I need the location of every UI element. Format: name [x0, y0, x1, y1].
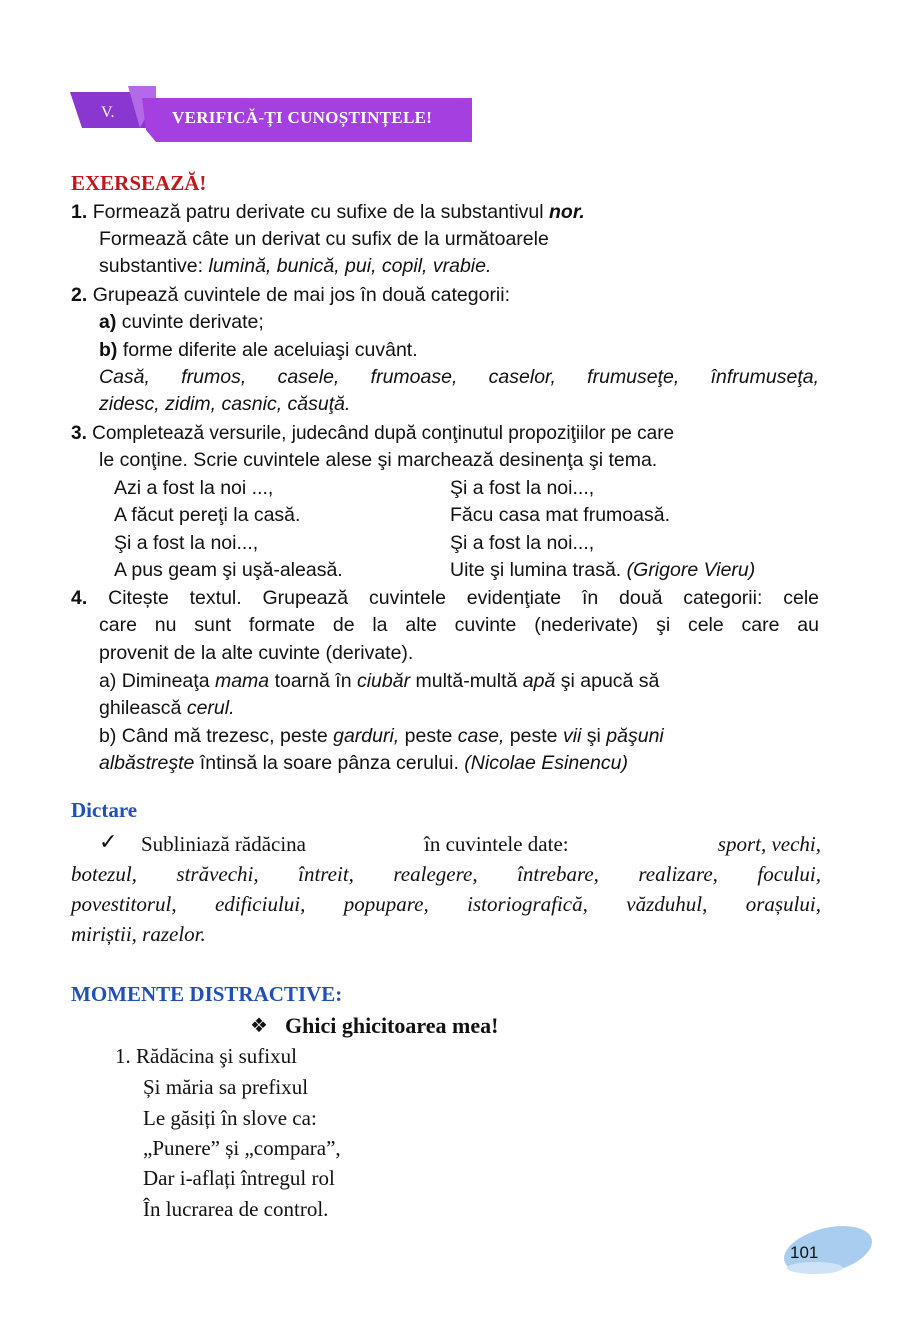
dictation-line4: miriștii, razelor.: [71, 922, 206, 946]
ex2-option-a: a) cuvinte derivate;: [99, 311, 264, 333]
ex2-line1: 2. Grupează cuvintele de mai jos în două categorii:: [71, 284, 511, 306]
verse-left-4: A pus geam şi uşă-aleasă.: [114, 559, 343, 581]
verse-left-3: Şi a fost la noi...,: [114, 532, 259, 554]
poem-line-3: Le găsiți în slove ca:: [143, 1106, 317, 1130]
verse-right-4: Uite şi lumina trasă. (Grigore Vieru): [450, 559, 756, 581]
ex2-option-b: b) forme diferite ale aceluiaşi cuvânt.: [99, 339, 418, 361]
dictation-intro-1: Subliniază rădăcina: [141, 832, 307, 856]
diamond-bullet-icon: ❖: [250, 1015, 268, 1037]
dictation-words-first: sport, vechi,: [717, 832, 821, 856]
verse-left-1: Azi a fost la noi ...,: [114, 477, 274, 499]
dictation-line3: povestitorul, edificiului, popupare, istoriografică, văzduhul, orașului,: [71, 892, 821, 916]
fun-heading: MOMENTE DISTRACTIVE:: [71, 982, 343, 1006]
ex4-line1: 4. Citește textul. Grupează cuvintele evidenţiate în două categorii: cele: [71, 587, 819, 609]
ex1-line1: 1. Formează patru derivate cu sufixe de la substantivul nor.: [71, 201, 585, 223]
verse-right-3: Şi a fost la noi...,: [450, 532, 595, 554]
poem-line-6: În lucrarea de control.: [143, 1197, 329, 1221]
poem-line-2: Și măria sa prefixul: [143, 1075, 309, 1099]
verse-right-1: Şi a fost la noi...,: [450, 477, 595, 499]
verse-left-2: A făcut pereţi la casă.: [114, 504, 301, 526]
ex3-line2: le conţine. Scrie cuvintele alese şi marchează desinenţa şi tema.: [99, 449, 658, 471]
ex4-text-b-line2: albăstreşte întinsă la soare pânza cerului. (Nicolae Esinencu): [99, 752, 628, 774]
dictation-heading: Dictare: [71, 798, 138, 822]
dictation-line2: botezul, străvechi, întreit, realegere, întrebare, realizare, focului,: [71, 862, 821, 886]
poem-line-4: „Punere” și „compara”,: [143, 1136, 341, 1160]
dictation-intro-2: în cuvintele date:: [424, 832, 569, 856]
ex1-line3: substantive: lumină, bunică, pui, copil, vrabie.: [99, 255, 492, 277]
poem-line-1: 1. Rădăcina şi sufixul: [115, 1044, 297, 1068]
poem-line-5: Dar i-aflați întregul rol: [143, 1166, 335, 1190]
ex2-words-line2: zidesc, zidim, casnic, căsuţă.: [99, 393, 351, 415]
page-number: 101: [790, 1243, 819, 1262]
ex4-text-a-line1: a) Dimineaţa mama toarnă în ciubăr multă-multă apă şi apucă să: [99, 670, 660, 692]
ex2-words-line1: Casă, frumos, casele, frumoase, caselor, frumuseţe, înfrumuseţa,: [99, 366, 819, 388]
section-title: VERIFICĂ-ȚI CUNOȘTINȚELE!: [172, 108, 433, 127]
exercises-heading: EXERSEAZĂ!: [71, 171, 207, 195]
section-number: V.: [101, 104, 115, 121]
ex3-line1: 3. Completează versurile, judecând după conţinutul propoziţiilor pe care: [71, 423, 675, 444]
ex4-text-b-line1: b) Când mă trezesc, peste garduri, peste case, peste vii şi păşuni: [99, 725, 664, 747]
verse-right-2: Făcu casa mat frumoasă.: [450, 504, 671, 526]
ex4-line2: care nu sunt formate de la alte cuvinte (nederivate) şi cele care au: [99, 614, 819, 636]
ex4-line3: provenit de la alte cuvinte (derivate).: [99, 642, 414, 664]
riddle-title: Ghici ghicitoarea mea!: [285, 1013, 499, 1038]
check-icon: ✓: [99, 829, 118, 854]
ex1-line2: Formează câte un derivat cu sufix de la următoarele: [99, 228, 549, 250]
ex4-text-a-line2: ghilească cerul.: [99, 697, 235, 719]
